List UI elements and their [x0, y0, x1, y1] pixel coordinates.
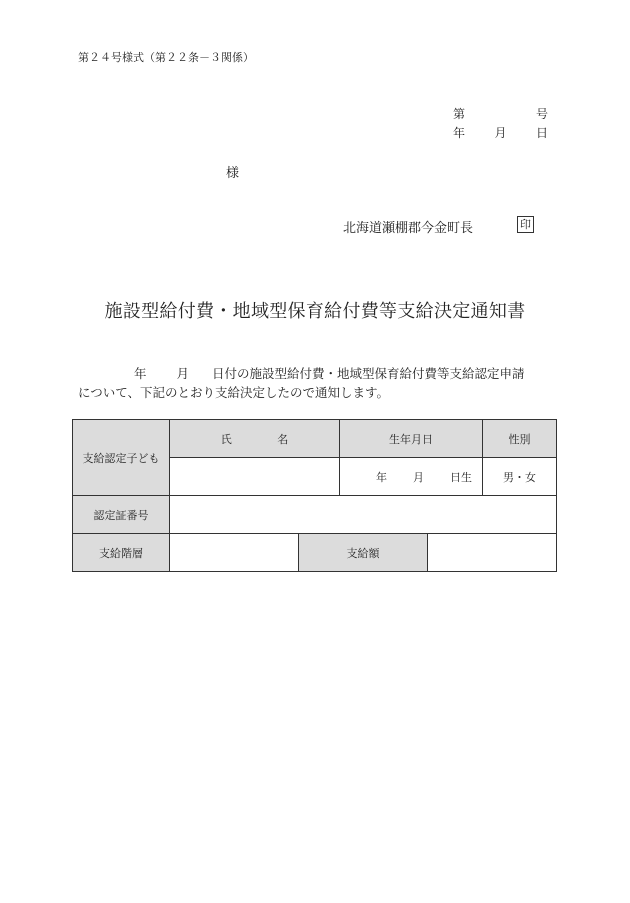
- amount-label: 支給額: [299, 534, 428, 572]
- body-line1-rest: 日付の施設型給付費・地域型保育給付費等支給認定申請: [212, 366, 525, 381]
- document-number-line: [453, 105, 548, 122]
- dob-year: 年: [376, 470, 387, 484]
- issuer-name: 北海道瀬棚郡今金町長: [343, 221, 474, 236]
- name-header-part-1: 氏: [220, 432, 232, 446]
- date-year: 年: [453, 126, 466, 140]
- dob-day: 日生: [450, 470, 472, 484]
- seal-box: 印: [517, 216, 534, 233]
- dob-month: 月: [413, 470, 424, 484]
- doc-number-prefix: 第: [453, 107, 466, 121]
- issue-date-line: [453, 124, 548, 141]
- date-day: 日: [535, 126, 548, 140]
- doc-number-suffix: 号: [535, 107, 548, 121]
- notice-line-1: [78, 364, 525, 383]
- level-label: 支給階層: [73, 534, 170, 572]
- gender-header-cell: 性別: [483, 420, 557, 458]
- body-month: 月: [176, 366, 190, 381]
- form-number: 第２４号様式（第２２条－３関係）: [78, 51, 254, 64]
- child-label-cell: 支給認定子ども: [73, 420, 170, 496]
- cert-number-label: 認定証番号: [73, 496, 170, 534]
- date-month: 月: [494, 126, 507, 140]
- body-year: 年: [134, 366, 147, 381]
- gender-value-cell: 男・女: [483, 458, 557, 496]
- document-title: 施設型給付費・地域型保育給付費等支給決定通知書: [104, 301, 526, 322]
- dob-value-cell: [340, 458, 483, 496]
- dob-header-cell: 生年月日: [340, 420, 483, 458]
- notice-body: [78, 364, 525, 402]
- addressee-honorific: 様: [226, 166, 240, 181]
- cert-number-value: [170, 496, 557, 534]
- level-value: [170, 534, 299, 572]
- notice-line-2: について、下記のとおり支給決定したので通知します。: [78, 385, 390, 400]
- name-header-part-2: 名: [277, 432, 289, 446]
- name-header-cell: [170, 420, 340, 458]
- child-name-cell: [170, 458, 340, 496]
- amount-value: [428, 534, 557, 572]
- decision-detail-table: [72, 419, 557, 572]
